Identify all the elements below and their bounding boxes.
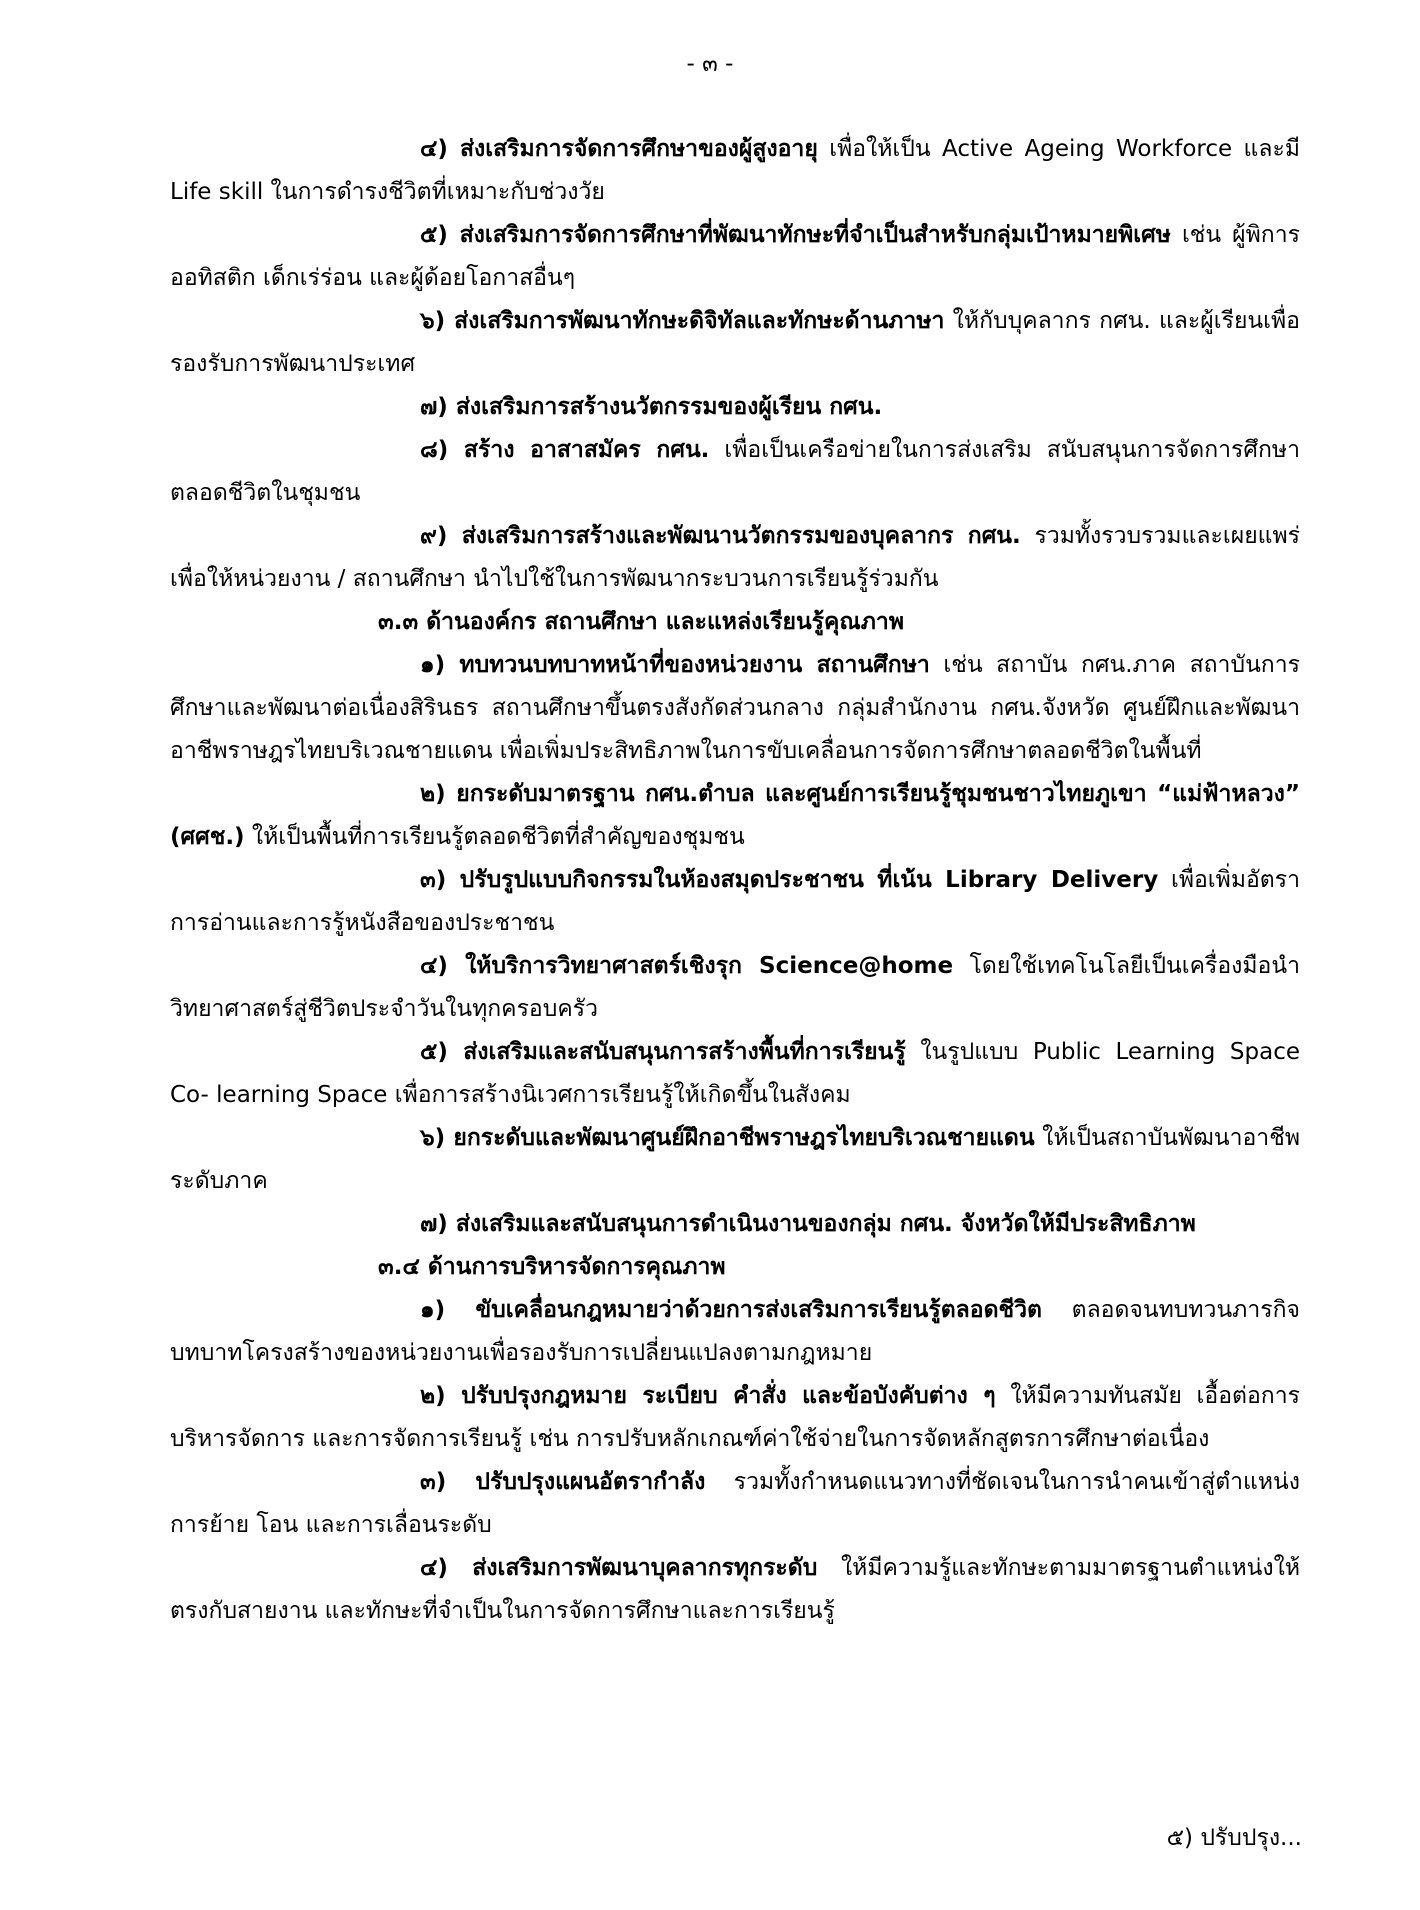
page-number: - ๓ - (686, 51, 734, 77)
paragraph-item (170, 1289, 1300, 1375)
item-heading: ๙) ส่งเสริมการสร้างและพัฒนานวัตกรรมของบุคลากร กศน. (420, 523, 1021, 549)
item-text: ให้กับบุคลากร กศน. และผู้เรียนเพื่อรองรับการพัฒนาประเทศ (170, 308, 1300, 377)
paragraph-item (170, 128, 1300, 214)
item-text: โดยใช้เทคโนโลยีเป็นเครื่องมือนำวิทยาศาสตร์สู่ชีวิตประจำวันในทุกครอบครัว (170, 953, 1300, 1022)
item-heading: ๕) ส่งเสริมการจัดการศึกษาที่พัฒนาทักษะที่จำเป็นสำหรับกลุ่มเป้าหมายพิเศษ (420, 222, 1171, 248)
paragraph-item (170, 429, 1300, 515)
section-heading-3-4: ๓.๔ ด้านการบริหารจัดการคุณภาพ (378, 1254, 726, 1280)
item-heading: ๔) ส่งเสริมการจัดการศึกษาของผู้สูงอายุ (420, 136, 818, 162)
continuation-footer: ๕) ปรับปรุง... (1166, 1825, 1302, 1851)
item-heading: ๒) ยกระดับมาตรฐาน กศน.ตำบล และศูนย์การเรียนรู้ชุมชนชาวไทยภูเขา “แม่ฟ้าหลวง” (ศศช.) (170, 781, 1300, 850)
paragraph-item (170, 1031, 1300, 1117)
item-heading: ๖) ยกระดับและพัฒนาศูนย์ฝึกอาชีพราษฎรไทยบริเวณชายแดน (420, 1125, 1035, 1151)
section-heading-3-3: ๓.๓ ด้านองค์กร สถานศึกษา และแหล่งเรียนรู้คุณภาพ (378, 609, 905, 635)
paragraph-item (170, 644, 1300, 773)
paragraph-item (170, 1375, 1300, 1461)
item-text: ในรูปแบบ Public Learning Space Co- learning Space เพื่อการสร้างนิเวศการเรียนรู้ให้เกิดขึ้นในสังคม (170, 1039, 1300, 1108)
item-text: ตลอดจนทบทวนภารกิจบทบาทโครงสร้างของหน่วยงานเพื่อรองรับการเปลี่ยนแปลงตามกฎหมาย (170, 1297, 1301, 1366)
item-heading: ๔) ให้บริการวิทยาศาสตร์เชิงรุก Science@home (420, 953, 954, 979)
item-heading: ๖) ส่งเสริมการพัฒนาทักษะดิจิทัลและทักษะด้านภาษา (420, 308, 945, 334)
item-heading: ๑) ทบทวนบทบาทหน้าที่ของหน่วยงาน สถานศึกษา (420, 652, 930, 678)
item-text: เพื่อให้เป็น Active Ageing Workforce และมี Life skill ในการดำรงชีวิตที่เหมาะกับช่วงวัย (170, 136, 1300, 205)
item-heading: ๗) ส่งเสริมการสร้างนวัตกรรมของผู้เรียน กศน. (420, 394, 883, 420)
item-text: ให้มีความทันสมัย เอื้อต่อการบริหารจัดการ และการจัดการเรียนรู้ เช่น การปรับหลักเกณฑ์ค่าใช้จ่ายในการจัดหลักสูตรการศึกษาต่อเนื่อง (170, 1383, 1300, 1452)
item-heading: ๘) สร้าง อาสาสมัคร กศน. (420, 437, 710, 463)
item-heading: ๔) ส่งเสริมการพัฒนาบุคลากรทุกระดับ (420, 1555, 818, 1581)
item-text: เช่น ผู้พิการ ออทิสติก เด็กเร่ร่อน และผู้ด้อยโอกาสอื่นๆ (170, 222, 1300, 291)
item-heading: ๗) ส่งเสริมและสนับสนุนการดำเนินงานของกลุ่ม กศน. จังหวัดให้มีประสิทธิภาพ (420, 1211, 1196, 1237)
paragraph-item (170, 859, 1300, 945)
paragraph-item (170, 1547, 1300, 1633)
item-text: เพื่อเพิ่มอัตราการอ่านและการรู้หนังสือของประชาชน (170, 867, 1300, 936)
paragraph-item (170, 1117, 1300, 1203)
paragraph-item (170, 1461, 1300, 1547)
paragraph-item (170, 773, 1300, 859)
item-text: ให้มีความรู้และทักษะตามมาตรฐานตำแหน่งให้ตรงกับสายงาน และทักษะที่จำเป็นในการจัดการศึกษาและการเรียนรู้ (170, 1555, 1300, 1624)
item-heading: ๓) ปรับปรุงแผนอัตรากำลัง (420, 1469, 706, 1495)
item-heading: ๒) ปรับปรุงกฎหมาย ระเบียบ คำสั่ง และข้อบังคับต่าง ๆ (420, 1383, 996, 1409)
paragraph-item (170, 214, 1300, 300)
item-text: เพื่อเป็นเครือข่ายในการส่งเสริม สนับสนุนการจัดการศึกษาตลอดชีวิตในชุมชน (170, 437, 1301, 506)
item-text: ให้เป็นพื้นที่การเรียนรู้ตลอดชีวิตที่สำคัญของชุมชน (244, 824, 745, 850)
item-heading: ๓) ปรับรูปแบบกิจกรรมในห้องสมุดประชาชน ที่เน้น Library Delivery (420, 867, 1159, 893)
item-text: รวมทั้งกำหนดแนวทางที่ชัดเจนในการนำคนเข้าสู่ตำแหน่ง การย้าย โอน และการเลื่อนระดับ (170, 1469, 1300, 1538)
document-body (170, 128, 1300, 1633)
item-text: ให้เป็นสถาบันพัฒนาอาชีพระดับภาค (170, 1125, 1300, 1194)
paragraph-item (170, 386, 1300, 429)
paragraph-item (170, 515, 1300, 601)
paragraph-item (170, 300, 1300, 386)
item-heading: ๕) ส่งเสริมและสนับสนุนการสร้างพื้นที่การเรียนรู้ (420, 1039, 906, 1065)
paragraph-item (170, 1203, 1300, 1246)
item-text: เช่น สถาบัน กศน.ภาค สถาบันการศึกษาและพัฒนาต่อเนื่องสิรินธร สถานศึกษาขึ้นตรงสังกัดส่วนกลาง กลุ่มสำนักงาน กศน.จังหวัด ศูนย์ฝึกและพัฒนาอาชีพราษฎรไทยบริเวณชายแดน เพื่อเพิ่มประสิทธิภาพในการขับเคลื่อนการจัดการศึกษาตลอดชีวิตในพื้นที่ (170, 652, 1300, 764)
item-text: รวมทั้งรวบรวมและเผยแพร่เพื่อให้หน่วยงาน / สถานศึกษา นำไปใช้ในการพัฒนากระบวนการเรียนรู้ร่วมกัน (170, 523, 1301, 592)
item-heading: ๑) ขับเคลื่อนกฎหมายว่าด้วยการส่งเสริมการเรียนรู้ตลอดชีวิต (420, 1297, 1042, 1323)
paragraph-item (170, 945, 1300, 1031)
